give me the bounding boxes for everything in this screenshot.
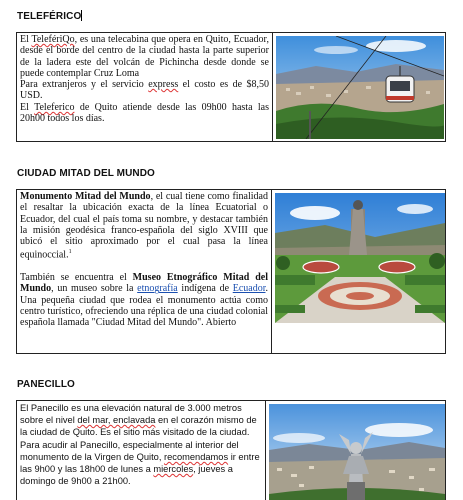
word-recomendamos: recomendamos bbox=[164, 451, 229, 462]
monument-photo bbox=[275, 193, 445, 323]
mitad-p2: También se encuentra el Museo Etnográfico Mitad del Mundo, un museo sobre la etnografía indígena de Ecuador. Una pequeña ciudad que rodea el monumento actúa como centro turístico, ofreciendo una réplica de una ciudad colonial española llamada "Ciudad Mitad del Mundo". Abierto bbox=[20, 272, 268, 329]
teleferico-text bbox=[17, 33, 273, 141]
heading-teleferico: TELEFÉRICO bbox=[17, 11, 82, 22]
link-telefériqo[interactable]: TelefériQo bbox=[31, 34, 75, 45]
teleferico-photo-cell bbox=[273, 33, 445, 141]
teleferico-p1: El TelefériQo, es una telecabina que opera en Quito, Ecuador, desde el borde del centro de la ciudad hasta la parte superior de la ladera este del volcán de Pichincha desde donde se puede contemplar Cruz Loma bbox=[20, 34, 269, 79]
mitad-text bbox=[17, 190, 272, 353]
link-ecuador[interactable]: Ecuador bbox=[232, 283, 266, 295]
link-etnografia[interactable]: etnografía bbox=[137, 283, 178, 295]
word-express: express bbox=[148, 79, 179, 91]
phrase-del-mar: del mar, enclavada bbox=[77, 415, 156, 426]
block-mitad-del-mundo bbox=[16, 189, 446, 354]
panecillo-text bbox=[17, 401, 266, 500]
block-teleferico bbox=[16, 32, 446, 142]
panecillo-photo-cell bbox=[266, 401, 445, 500]
teleferico-p3: El Teleferico de Quito atiende desde las 09h00 hasta las 20h00 todos los días. bbox=[20, 101, 269, 125]
virgin-statue-photo bbox=[269, 404, 445, 500]
cable-car-photo bbox=[276, 36, 444, 139]
panecillo-p1: El Panecillo es una elevación natural de 3.000 metros sobre el nivel del mar, enclavada en el corazón mismo de la ciudad de Quito. Es el sitio más visitado de la ciudad. Para acudir al Panecillo, especialmente al interior del monumento de la Virgen de Quito, recomendamos ir entre las 9h00 y las 18h00 de lunes a miercoles, jueves a domingo de 9h00 a 21h00. bbox=[20, 403, 260, 487]
word-teleferico: Teleferico bbox=[34, 101, 75, 113]
word-miercoles: miercoles bbox=[153, 464, 194, 475]
teleferico-p2: Para extranjeros y el servicio express el costo es de $8,50 USD. bbox=[20, 79, 269, 102]
heading-panecillo: PANECILLO bbox=[17, 379, 75, 390]
text-cursor bbox=[81, 10, 82, 21]
block-panecillo bbox=[16, 400, 446, 500]
mitad-photo-cell bbox=[272, 190, 445, 353]
heading-mitad-del-mundo: CIUDAD MITAD DEL MUNDO bbox=[17, 168, 155, 179]
mitad-p1: Monumento Mitad del Mundo, el cual tiene como finalidad el resaltar la ubicación exacta de la línea Ecuatorial o Ecuador, del cual el país toma su nombre, y destacar también la misión geodésica franco-española del siglo XVIII que ubicó el sitio aproximado por el cual pasa la línea equinoccial.$^1$ bbox=[20, 191, 268, 261]
